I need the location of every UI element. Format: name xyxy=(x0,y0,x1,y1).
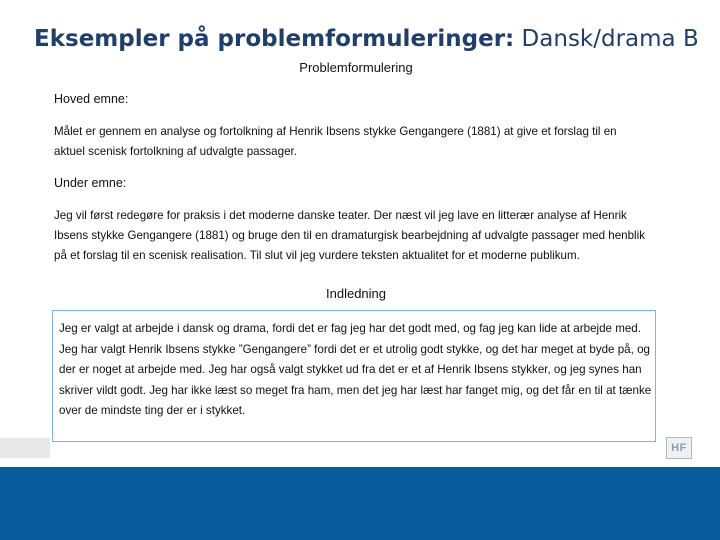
problem-statement-document xyxy=(50,56,662,456)
introduction-text: Jeg er valgt at arbejde i dansk og drama, fordi det er fag jeg har det godt med, og fag jeg kan lide at arbejde med. Jeg har valgt Henrik Ibsens stykke ”Gengangere” fordi det er et utrolig godt stykke, og det har meget at byde på, og der er noget at arbejde med. Jeg har også valgt stykket ud fra det er et af Henrik Ibsens stykker, og jeg synes han skriver vildt godt. Jeg har ikke læst so meget fra ham, men det jeg har læst har fanget mig, og det får en til at tænke over de mindste ting der er i stykket. xyxy=(59,322,652,417)
footer-left-tab xyxy=(0,438,50,458)
slide-title-subject: Dansk/drama B xyxy=(514,26,699,52)
introduction-box xyxy=(52,310,656,442)
sub-topic-text: Jeg vil først redegøre for praksis i det moderne danske teater. Der næst vil jeg lave en litterær analyse af Henrik Ibsens stykke Gengangere (1881) og bruge den til en dramaturgisk bearbejdning af udvalgte passager med henblik på et forslag til en scenisk realisation. Til slut vil jeg vurdere teksten aktualitet for et moderne publikum. xyxy=(54,209,646,262)
introduction-heading: Indledning xyxy=(326,286,386,301)
document-heading: Problemformulering xyxy=(299,60,413,75)
main-topic-label: Hoved emne: xyxy=(54,92,129,106)
slide-title-bold: Eksempler på problemformuleringer: xyxy=(34,26,515,52)
slide-title xyxy=(34,26,699,52)
footer-band xyxy=(0,467,720,540)
hf-logo: HF xyxy=(666,437,692,459)
main-topic-text: Målet er gennem en analyse og fortolkning af Henrik Ibsens stykke Gengangere (1881) at give et forslag til en aktuel scenisk fortolkning af udvalgte passager. xyxy=(54,125,617,158)
sub-topic-label: Under emne: xyxy=(54,176,127,190)
